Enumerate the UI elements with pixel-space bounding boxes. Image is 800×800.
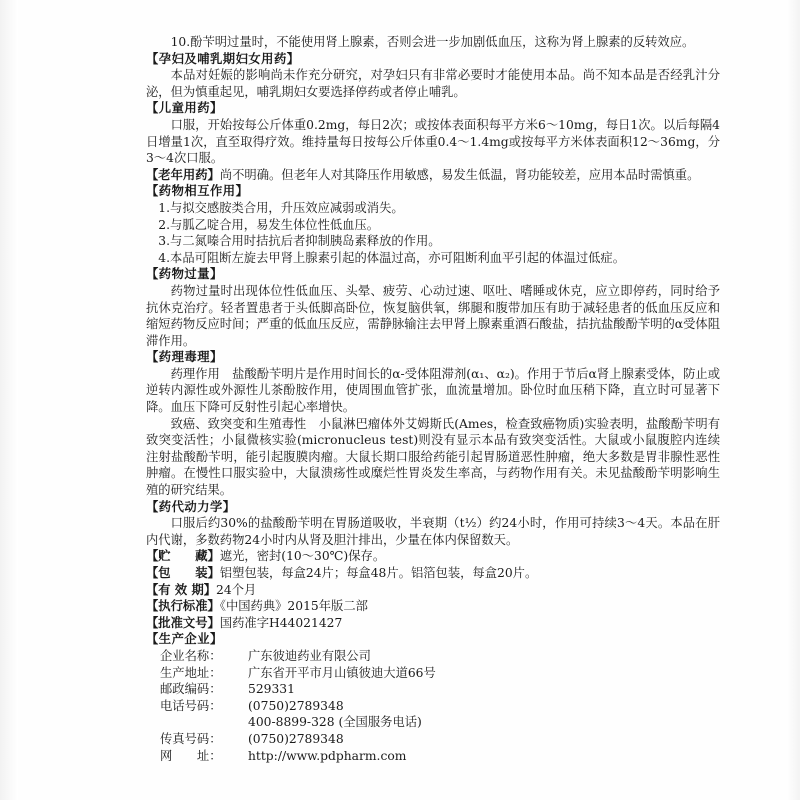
heading-manufacturer: 【生产企业】 xyxy=(146,632,223,647)
section-standard xyxy=(146,598,720,615)
interaction-note-10: 10.酚苄明过量时，不能使用肾上腺素，否则会进一步加剧低血压，这称为肾上腺素的反转效应。 xyxy=(170,35,695,49)
interaction-item-2: 2.与胍乙啶合用，易发生体位性低血压。 xyxy=(158,217,380,232)
interaction-item-1: 1.与拟交感胺类合用，升压效应减弱或消失。 xyxy=(158,200,404,215)
company-phone: (0750)2789348 xyxy=(248,698,344,713)
text-elderly: 尚不明确。但老年人对其降压作用敏感，易发生低温，肾功能较差，应用本品时需慎重。 xyxy=(219,167,700,182)
text-approval: 国药准字H44021427 xyxy=(219,615,343,630)
company-name-row xyxy=(160,648,720,665)
section-children xyxy=(146,100,720,117)
text-validity: 24个月 xyxy=(216,582,257,597)
section-storage xyxy=(146,548,720,565)
interaction-item-3: 3.与二氮嗪合用时拮抗后者抑制胰岛素释放的作用。 xyxy=(158,234,441,249)
company-phone-label: 电话号码： xyxy=(160,698,222,713)
company-address-label: 生产地址： xyxy=(160,665,222,680)
manufacturer-details xyxy=(146,648,720,764)
heading-interactions: 【药物相互作用】 xyxy=(146,184,249,199)
company-phone-row xyxy=(160,698,720,715)
company-postcode: 529331 xyxy=(248,682,295,697)
company-address-row xyxy=(160,665,720,682)
company-fax: (0750)2789348 xyxy=(248,731,344,746)
heading-overdose: 【药物过量】 xyxy=(146,267,223,282)
company-service-phone: 400-8899-328 (全国服务电话) xyxy=(248,715,422,730)
company-website-row xyxy=(160,748,720,765)
heading-children: 【儿童用药】 xyxy=(146,101,223,116)
interaction-item-4: 4.本品可阻断左旋去甲肾上腺素引起的体温过高，亦可阻断利血平引起的体温过低症。 xyxy=(158,250,626,265)
section-pharmacology xyxy=(146,349,720,366)
company-postcode-label: 邮政编码： xyxy=(160,682,222,697)
company-website-label: 网 址： xyxy=(160,748,222,763)
text-package: 铝塑包装，每盒24片；每盒48片。铝箔包装，每盒20片。 xyxy=(219,566,538,580)
heading-package: 【包 装】 xyxy=(146,566,220,580)
heading-standard: 【执行标准】 xyxy=(146,599,220,614)
section-elderly xyxy=(146,167,720,184)
section-package xyxy=(146,565,720,582)
text-pharmacokinetics: 口服后约30%的盐酸酚苄明在胃肠道吸收，半衰期（t½）约24小时，作用可持续3～4天。本品在肝内代谢，多数药物24小时内从肾及胆汁排出，少量在体内保留数天。 xyxy=(146,516,720,547)
company-fax-row xyxy=(160,731,720,748)
text-pharmacology-action: 药理作用 盐酸酚苄明片是作用时间长的α-受体阻滞剂(α₁、α₂)。作用于节后α肾上腺素受体，防止或逆转内源性或外源性儿茶酚胺作用，使周围血管扩张，血流量增加。卧位时血压稍下降，直立时可显著下降。血压下降可反射性引起心率增快。 xyxy=(146,366,720,415)
heading-validity: 【有 效 期】 xyxy=(146,582,217,597)
heading-pregnancy: 【孕妇及哺乳期妇女用药】 xyxy=(146,51,300,66)
heading-storage: 【贮 藏】 xyxy=(146,549,220,564)
text-overdose: 药物过量时出现体位性低血压、头晕、疲劳、心动过速、呕吐、嗜睡或休克，应立即停药，同时给予抗休克治疗。轻者置患者于头低脚高卧位，恢复脑供氧，绑腿和腹带加压有助于减轻患者的低血压反应和缩短药物反应时间；严重的低血压反应，需静脉输注去甲肾上腺素重酒石酸盐，拮抗盐酸酚苄明的α受体阻滞作用。 xyxy=(146,283,720,348)
section-overdose xyxy=(146,266,720,283)
text-storage: 遮光，密封(10～30℃)保存。 xyxy=(219,549,386,564)
text-pregnancy: 本品对妊娠的影响尚未作充分研究，对孕妇只有非常必要时才能使用本品。尚不知本品是否经乳汁分泌，但为慎重起见，哺乳期妇女要选择停药或者停止哺乳。 xyxy=(146,68,720,99)
company-name: 广东彼迪药业有限公司 xyxy=(248,648,371,663)
section-approval xyxy=(146,615,720,632)
heading-pharmacokinetics: 【药代动力学】 xyxy=(146,499,236,514)
section-pharmacokinetics xyxy=(146,499,720,516)
section-manufacturer xyxy=(146,631,720,648)
text-pharmacology-toxicity: 致癌、致突变和生殖毒性 小鼠淋巴瘤体外艾姆斯氏(Ames，检查致癌物质)实验表明，盐酸酚苄明有致突变活性；小鼠微核实验(micronucleus test)则没有显示本品有致突变活性。大鼠或小鼠腹腔内连续注射盐酸酚苄明，能引起腹膜肉瘤。大鼠长期口服给药能引起胃肠道恶性肿瘤，绝大多数是胃非腺性恶性肿瘤。在慢性口服实验中，大鼠溃疡性或糜烂性胃炎发生率高，与药物作用有关。未见盐酸酚苄明影响生殖的研究结果。 xyxy=(146,416,720,498)
company-address: 广东省开平市月山镇彼迪大道66号 xyxy=(248,665,436,680)
heading-pharmacology: 【药理毒理】 xyxy=(146,350,223,365)
section-validity xyxy=(146,582,720,599)
section-interactions xyxy=(146,183,720,200)
company-postcode-row xyxy=(160,681,720,698)
heading-elderly: 【老年用药】 xyxy=(146,167,220,182)
company-name-label: 企业名称： xyxy=(160,648,222,663)
company-website: http://www.pdpharm.com xyxy=(248,748,407,763)
text-children: 口服，开始按每公斤体重0.2mg，每日2次；或按体表面积每平方米6～10mg，每日1次。以后每隔4日增量1次，直至取得疗效。维持量每日按每公斤体重0.4～1.4mg或按每平方米体表面积12～36mg，分3～4次口服。 xyxy=(146,117,720,166)
company-phone2-row xyxy=(160,714,720,731)
section-pregnancy xyxy=(146,51,720,68)
text-standard: 《中国药典》2015年版二部 xyxy=(219,599,368,614)
heading-approval: 【批准文号】 xyxy=(146,615,220,630)
company-fax-label: 传真号码： xyxy=(160,731,222,746)
